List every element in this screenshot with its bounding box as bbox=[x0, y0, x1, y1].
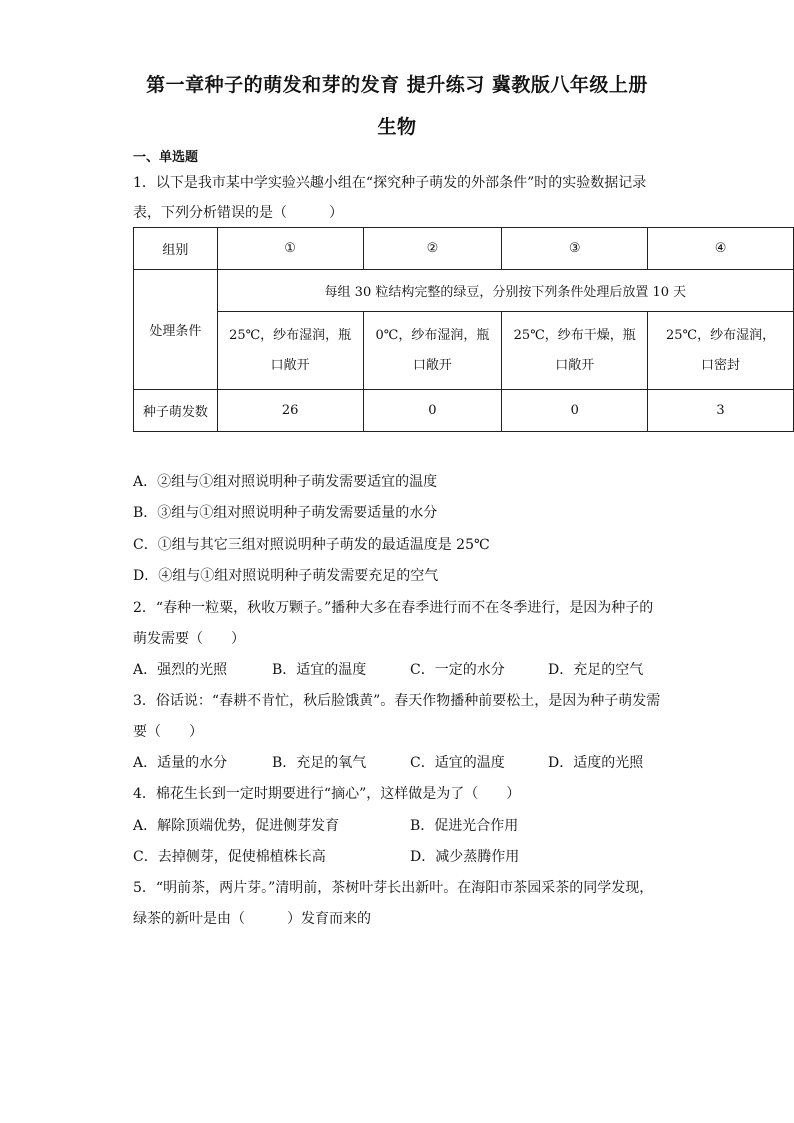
group-label: ③ bbox=[502, 228, 648, 270]
page-subtitle: 生物 bbox=[377, 116, 417, 138]
table-row bbox=[134, 228, 794, 270]
q1-option-c: C．①组与其它三组对照说明种子萌发的最适温度是 25℃ bbox=[133, 537, 490, 553]
group-label: ④ bbox=[648, 228, 794, 270]
q2-option-b: B．适宜的温度 bbox=[272, 662, 367, 678]
condition-cell: 0℃，纱布湿润，瓶 口敞开 bbox=[363, 312, 502, 390]
q1-option-d: D．④组与①组对照说明种子萌发需要充足的空气 bbox=[133, 568, 439, 584]
page-title: 第一章种子的萌发和芽的发育 提升练习 冀教版八年级上册 bbox=[146, 74, 648, 96]
q2-option-d: D．充足的空气 bbox=[548, 662, 644, 678]
table-header-count: 种子萌发数 bbox=[134, 390, 218, 432]
condition-cell: 25℃，纱布湿润，瓶 口敞开 bbox=[217, 312, 363, 390]
q1-option-b: B．③组与①组对照说明种子萌发需要适量的水分 bbox=[133, 505, 438, 521]
count-cell: 26 bbox=[217, 390, 363, 432]
count-cell: 0 bbox=[502, 390, 648, 432]
table-header-group: 组别 bbox=[134, 228, 218, 270]
q1-stem-line2: 表，下列分析错误的是（ ） bbox=[133, 205, 343, 221]
table-row bbox=[134, 270, 794, 312]
q3-option-a: A．适量的水分 bbox=[133, 755, 228, 771]
section-heading: 一、单选题 bbox=[133, 150, 199, 165]
q4-stem-line1: 4．棉花生长到一定时期要进行“摘心”，这样做是为了（ ） bbox=[133, 786, 521, 802]
q3-option-d: D．适度的光照 bbox=[548, 755, 644, 771]
group-label: ① bbox=[217, 228, 363, 270]
q3-stem-line2: 要（ ） bbox=[133, 724, 203, 740]
q5-stem-line1: 5．“明前茶，两片芽。”清明前，茶树叶芽长出新叶。在海阳市茶园采茶的同学发现， bbox=[133, 880, 654, 896]
condition-cell: 25℃，纱布干燥，瓶 口敞开 bbox=[502, 312, 648, 390]
condition-cell: 25℃，纱布湿润， 口密封 bbox=[648, 312, 794, 390]
q4-option-c: C．去掉侧芽，促使棉植株长高 bbox=[133, 849, 326, 865]
q5-stem-line2: 绿茶的新叶是由（ ）发育而来的 bbox=[133, 911, 371, 927]
q2-option-a: A．强烈的光照 bbox=[133, 662, 228, 678]
table-row bbox=[134, 390, 794, 432]
table-row bbox=[134, 312, 794, 390]
q2-option-c: C．一定的水分 bbox=[410, 662, 505, 678]
count-cell: 0 bbox=[363, 390, 502, 432]
q3-stem-line1: 3．俗话说：“春耕不肯忙，秋后脸饿黄”。春天作物播种前要松土，是因为种子萌发需 bbox=[133, 693, 661, 709]
group-label: ② bbox=[363, 228, 502, 270]
experiment-table bbox=[133, 227, 794, 432]
common-condition: 每组 30 粒结构完整的绿豆，分别按下列条件处理后放置 10 天 bbox=[217, 270, 793, 312]
table-header-condition: 处理条件 bbox=[134, 270, 218, 390]
q4-option-d: D．减少蒸腾作用 bbox=[410, 849, 520, 865]
q4-option-b: B．促进光合作用 bbox=[410, 818, 519, 834]
q1-stem-line1: 1．以下是我市某中学实验兴趣小组在“探究种子萌发的外部条件”时的实验数据记录 bbox=[133, 175, 647, 191]
q1-option-a: A．②组与①组对照说明种子萌发需要适宜的温度 bbox=[133, 474, 438, 490]
q3-option-c: C．适宜的温度 bbox=[410, 755, 505, 771]
q2-stem-line1: 2．“春种一粒粟，秋收万颗子。”播种大多在春季进行而不在冬季进行，是因为种子的 bbox=[133, 600, 654, 616]
q2-stem-line2: 萌发需要（ ） bbox=[133, 631, 245, 647]
count-cell: 3 bbox=[648, 390, 794, 432]
q3-option-b: B．充足的氧气 bbox=[272, 755, 367, 771]
q4-option-a: A．解除顶端优势，促进侧芽发育 bbox=[133, 818, 340, 834]
